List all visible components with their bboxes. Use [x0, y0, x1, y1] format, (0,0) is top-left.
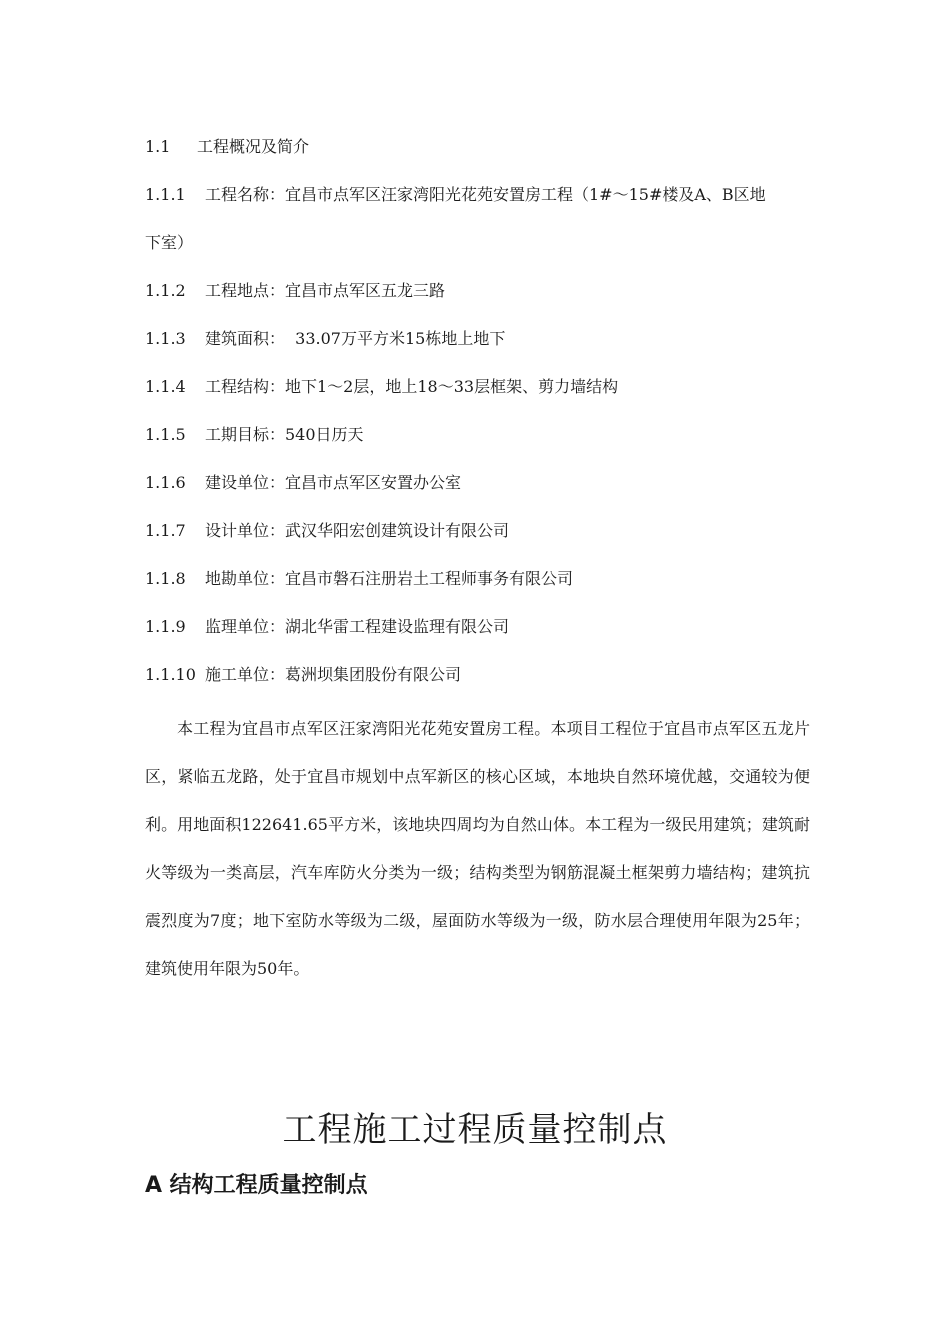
item-text: 工程名称：宜昌市点军区汪家湾阳光花苑安置房工程（1#～15#楼及A、B区地: [205, 185, 766, 204]
item-text: 工期目标：540日历天: [205, 425, 364, 444]
list-item: [145, 376, 618, 398]
item-number: 1.1.5: [145, 425, 186, 444]
list-item: [145, 280, 445, 302]
section-heading: [145, 136, 309, 158]
item-text: 地勘单位：宜昌市磐石注册岩土工程师事务有限公司: [205, 569, 574, 588]
project-description: 本工程为宜昌市点军区汪家湾阳光花苑安置房工程。本项目工程位于宜昌市点军区五龙片区，紧临五龙路，处于宜昌市规划中点军新区的核心区域，本地块自然环境优越，交通较为便利。用地面积122641.65平方米，该地块四周均为自然山体。本工程为一级民用建筑；建筑耐火等级为一类高层，汽车库防火分类为一级；结构类型为钢筋混凝土框架剪力墙结构；建筑抗震烈度为7度；地下室防水等级为二级，屋面防水等级为一级，防水层合理使用年限为25年；建筑使用年限为50年。: [145, 719, 810, 978]
item-number: 1.1.7: [145, 521, 186, 540]
item-text: 建筑面积： 33.07万平方米15栋地上地下: [205, 329, 506, 348]
item-number: 1.1.1: [145, 185, 186, 204]
section-number: 1.1: [145, 137, 171, 156]
item-number: 1.1.3: [145, 329, 186, 348]
main-title: 工程施工过程质量控制点: [282, 1110, 668, 1150]
list-item-continuation: [145, 232, 193, 254]
item-text: 设计单位：武汉华阳宏创建筑设计有限公司: [205, 521, 510, 540]
list-item: [145, 424, 364, 446]
item-text: 工程结构：地下1～2层，地上18～33层框架、剪力墙结构: [205, 377, 619, 396]
list-item: [145, 616, 509, 638]
item-number: 1.1.4: [145, 377, 186, 396]
item-text: 监理单位：湖北华雷工程建设监理有限公司: [205, 617, 510, 636]
item-number: 1.1.8: [145, 569, 186, 588]
item-number: 1.1.6: [145, 473, 186, 492]
item-text: 施工单位：葛洲坝集团股份有限公司: [205, 665, 462, 684]
section-title: 工程概况及简介: [197, 137, 310, 156]
item-text: 工程地点：宜昌市点军区五龙三路: [205, 281, 446, 300]
sub-title: A 结构工程质量控制点: [145, 1173, 368, 1198]
list-item: [145, 568, 573, 590]
item-number: 1.1.9: [145, 617, 186, 636]
item-number: 1.1.10: [145, 665, 196, 684]
list-item: [145, 184, 766, 206]
list-item: [145, 472, 461, 494]
list-item: [145, 328, 505, 350]
list-item: [145, 664, 461, 686]
item-number: 1.1.2: [145, 281, 186, 300]
list-item: [145, 520, 509, 542]
item-text: 下室）: [145, 233, 194, 252]
item-text: 建设单位：宜昌市点军区安置办公室: [205, 473, 462, 492]
